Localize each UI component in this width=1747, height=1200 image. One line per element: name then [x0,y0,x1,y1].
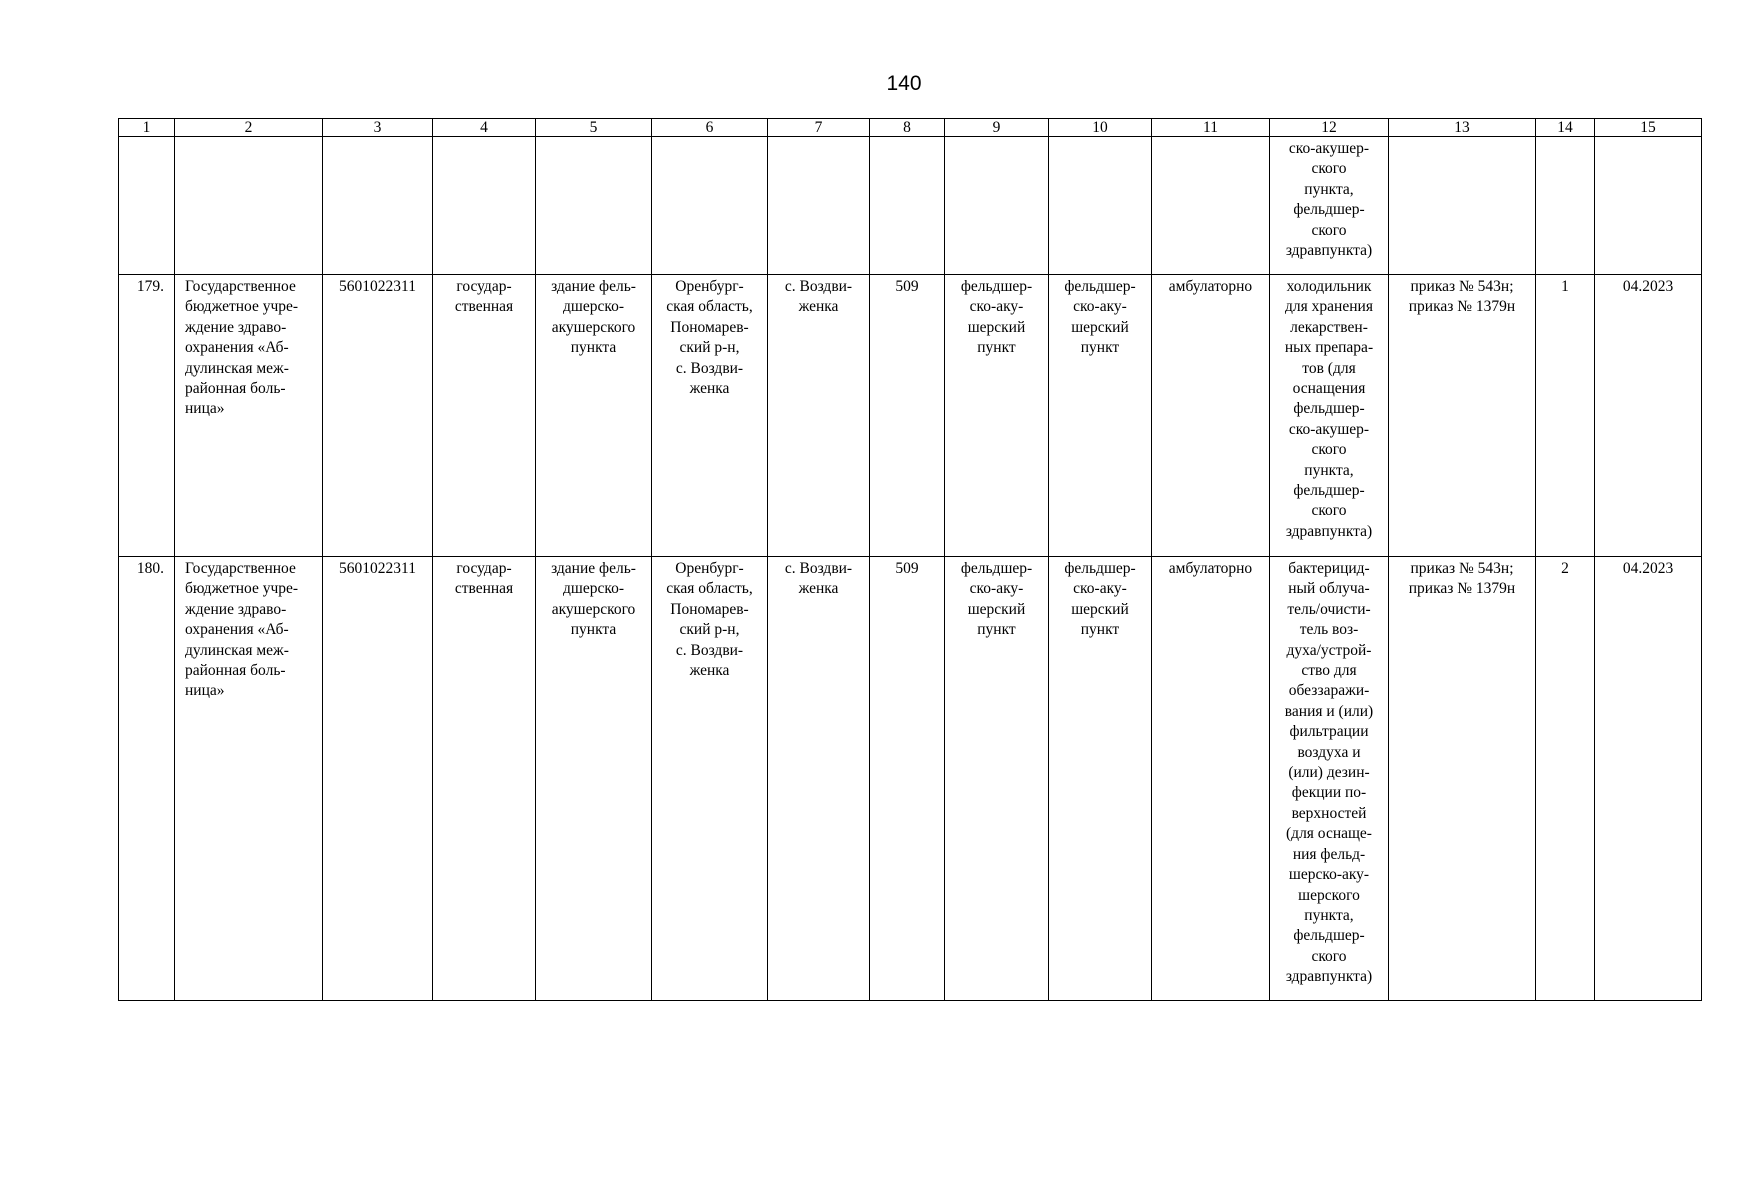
cell-line: (или) дезин- [1288,764,1370,782]
cell-line: дшерско- [563,298,624,316]
cell-line: (для оснаще- [1286,825,1372,843]
cell-line: ждение здраво- [185,318,287,336]
equipment-cell [1270,557,1389,1001]
cell-line: тель воз- [1299,621,1359,639]
cell-line: женка [689,380,730,398]
address-cell [652,275,768,557]
cell-line: шерского [1298,886,1360,904]
table-cell [1152,137,1270,275]
cell-line: фельдшер- [960,278,1033,295]
column-number: 8 [870,119,945,137]
column-number: 9 [945,119,1049,137]
column-number: 12 [1270,119,1389,137]
column-number: 10 [1049,119,1152,137]
cell-line: фекции по- [1291,784,1367,802]
cell-line: ско-аку- [969,580,1024,598]
table-cell [945,137,1049,275]
cell-line: Государственное [185,560,296,577]
cell-line: ско-аку- [969,298,1024,316]
column-number: 1 [119,119,175,137]
cell-line: районная боль- [185,380,286,398]
table-cell [433,137,536,275]
table-cell [1595,137,1702,275]
cell-line: пункта [570,339,617,357]
table-cell [119,137,175,275]
institution-cell [175,275,323,557]
column-number: 13 [1389,119,1536,137]
cell-line: с. Воздви- [675,359,744,377]
col8-cell: 509 [870,557,945,1001]
column-number: 7 [768,119,870,137]
cell-line: ственная [454,580,514,598]
cell-line: акушерского [551,600,636,618]
cell-line: здание фель- [551,278,636,295]
cell-line: холодильник [1286,278,1372,295]
cell-line: дшерско- [563,580,624,598]
date-cell: 04.2023 [1595,275,1702,557]
cell-line: ница» [185,400,225,418]
settlement-cell [768,275,870,557]
cell-line: государ- [456,560,512,577]
cell-line: государ- [456,278,512,295]
cell-line: приказ № 1379н [1408,580,1516,598]
cell-line: дулинская меж- [185,641,289,659]
cell-line: лекарствен- [1290,318,1368,336]
cell-line: тов (для [1302,359,1356,377]
cell-line: пункта [570,621,617,639]
cell-line: приказ № 543н; [1410,278,1514,295]
cell-line: приказ № 1379н [1408,298,1516,316]
cell-line: шерский [1071,600,1129,618]
cell-line: пункта, [1304,461,1354,479]
care-type-cell: амбулаторно [1152,275,1270,557]
cell-line: бактерицид- [1288,560,1370,577]
column-number-row [119,119,1702,137]
cell-line: обеззаражи- [1288,682,1370,700]
cell-line: оснащения [1292,380,1366,398]
cell-line: здравпункта) [1285,242,1373,260]
cell-line: ского [1311,947,1347,965]
quantity-cell: 2 [1536,557,1595,1001]
cell-line: фельдшер- [1064,560,1136,577]
column-number: 6 [652,119,768,137]
cell-line: ждение здраво- [185,600,287,618]
cell-line: районная боль- [185,662,286,680]
date-cell: 04.2023 [1595,557,1702,1001]
care-type-cell: амбулаторно [1152,557,1270,1001]
cell-line: женка [798,298,839,316]
cell-line: ского [1311,441,1347,459]
cell-line: ственная [454,298,514,316]
col8-cell: 509 [870,275,945,557]
building-cell [536,557,652,1001]
cell-line: фельдшер- [1293,400,1365,418]
cell-line: Пономарев- [670,600,749,618]
cell-line: фельдшер- [1293,482,1365,500]
column-number: 4 [433,119,536,137]
cell-line: пункт [977,621,1016,639]
cell-line: шерский [967,600,1026,618]
ownership-cell [433,275,536,557]
cell-line: ский р-н, [679,339,740,357]
row-number: 179. [119,275,175,557]
cell-line: ско-аку- [1073,580,1127,598]
cell-line: вания и (или) [1284,702,1374,720]
cell-line: воздуха и [1297,743,1361,761]
cell-line: ского [1311,160,1347,178]
cell-line: ско-акушер- [1288,140,1370,157]
row-number: 180. [119,557,175,1001]
cell-line: пункта, [1304,906,1354,924]
column-number: 15 [1595,119,1702,137]
inn-cell: 5601022311 [323,275,433,557]
cell-line: здравпункта) [1285,522,1373,540]
cell-line: дулинская меж- [185,359,289,377]
cell-line: шерский [1071,318,1129,336]
inn-cell: 5601022311 [323,557,433,1001]
cell-line: ско-аку- [1073,298,1127,316]
table-cell [1536,137,1595,275]
cell-line: ния фельд- [1292,845,1366,863]
cell-line: для хранения [1285,298,1373,316]
address-cell [652,557,768,1001]
table-cell [1389,137,1536,275]
cell-line: Государственное [185,278,296,295]
equipment-cell [1270,275,1389,557]
cell-line: здравпункта) [1285,968,1373,986]
continuation-row [119,137,1702,275]
cell-line: женка [689,662,730,680]
building-cell [536,275,652,557]
table-cell [768,137,870,275]
column-number: 14 [1536,119,1595,137]
table-cell [175,137,323,275]
cell-line: с. Воздви- [675,641,744,659]
cell-line: духа/устрой- [1286,641,1372,659]
cell-line: Пономарев- [670,318,749,336]
cell-line: шерский [967,318,1026,336]
cell-line: фильтрации [1289,723,1369,741]
column-number: 3 [323,119,433,137]
cell-line: ница» [185,682,225,700]
cell-line: ство для [1301,662,1357,680]
equipment-cell [1270,137,1389,275]
cell-line: охранения «Аб- [185,339,289,357]
cell-line: ская область, [666,580,753,598]
table-row [119,275,1702,557]
cell-line: фельдшер- [1293,201,1365,219]
cell-line: Оренбург- [675,560,744,577]
cell-line: ская область, [666,298,753,316]
table-cell [536,137,652,275]
cell-line: пункта, [1304,180,1354,198]
cell-line: ных препара- [1284,339,1374,357]
column-number: 11 [1152,119,1270,137]
cell-line: с. Воздви- [784,560,853,577]
cell-line: ского [1311,502,1347,520]
orders-cell [1389,557,1536,1001]
institution-cell [175,557,323,1001]
col9-cell [945,275,1049,557]
cell-line: ского [1311,221,1347,239]
cell-line: шерско-аку- [1288,866,1370,884]
col10-cell [1049,557,1152,1001]
page-number: 140 [886,72,922,95]
table-cell [323,137,433,275]
table-cell [652,137,768,275]
quantity-cell: 1 [1536,275,1595,557]
column-number: 5 [536,119,652,137]
cell-line: ный облуча- [1288,580,1370,598]
column-number: 2 [175,119,323,137]
cell-line: с. Воздви- [784,278,853,295]
cell-line: приказ № 543н; [1410,560,1514,577]
cell-line: тель/очисти- [1287,600,1371,618]
col10-cell [1049,275,1152,557]
equipment-table [118,118,1702,1001]
cell-line: бюджетное учре- [185,298,299,316]
cell-line: женка [798,580,839,598]
orders-cell [1389,275,1536,557]
cell-line: ско-акушер- [1288,420,1370,438]
settlement-cell [768,557,870,1001]
cell-line: фельдшер- [1064,278,1136,295]
cell-line: пункт [1080,339,1120,357]
cell-line: пункт [1080,621,1120,639]
cell-line: Оренбург- [675,278,744,295]
cell-line: пункт [977,339,1016,357]
cell-line: фельдшер- [960,560,1033,577]
cell-line: верхностей [1291,804,1367,822]
cell-line: охранения «Аб- [185,621,289,639]
cell-line: бюджетное учре- [185,580,299,598]
cell-line: ский р-н, [679,621,740,639]
table-cell [870,137,945,275]
ownership-cell [433,557,536,1001]
cell-line: здание фель- [551,560,636,577]
cell-line: фельдшер- [1293,927,1365,945]
col9-cell [945,557,1049,1001]
cell-line: акушерского [551,318,636,336]
table-cell [1049,137,1152,275]
table-row [119,557,1702,1001]
